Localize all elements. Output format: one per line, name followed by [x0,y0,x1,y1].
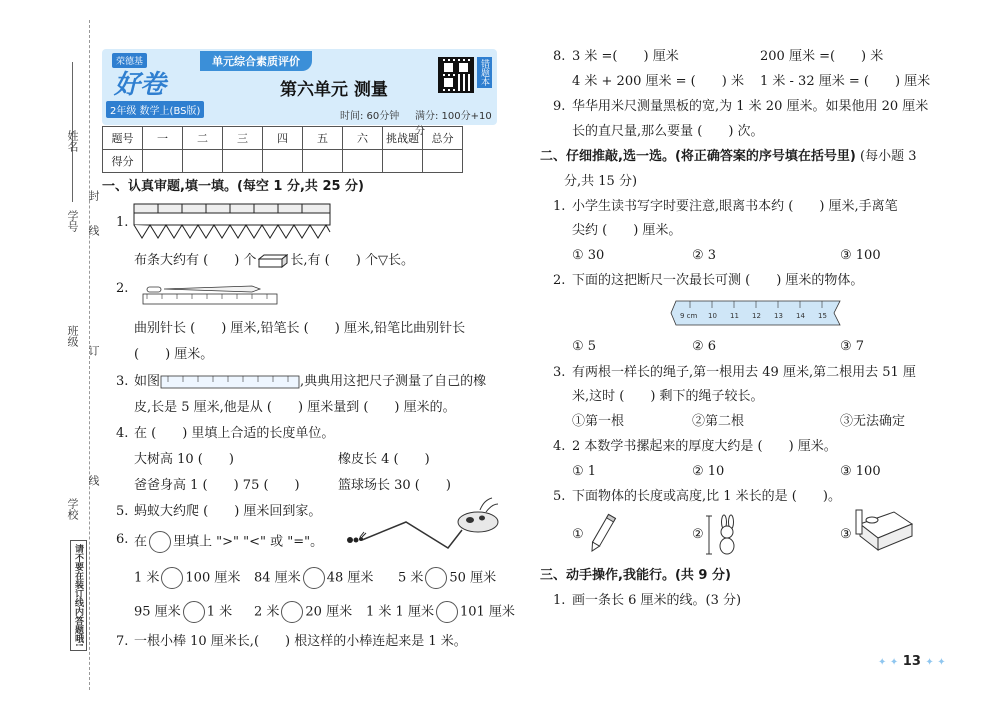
score-cell[interactable] [423,150,463,173]
question-number: 4. [116,426,129,441]
binding-margin [0,0,100,711]
page-number-value: 13 [902,654,921,669]
section-2-note: 分,共 15 分) [564,174,638,189]
table-cell: 总分 [423,127,463,150]
ant-path-figure [340,496,500,556]
score-cell[interactable] [263,150,303,173]
question-number: 9. [553,99,566,114]
qr-code-icon [438,57,474,93]
class-label: 班级 [66,325,79,347]
option[interactable]: ① 30 [572,248,605,263]
ruler-label: 9 cm [680,312,698,320]
section-2-title: 二、仔细推敲,选一选。(将正确答案的序号填在括号里) [540,149,856,164]
question-number: 1. [553,199,566,214]
qr-tag: 错题本 [477,57,492,88]
cuboid-icon [258,254,288,268]
question-number: 3. [116,374,129,389]
q6-right: 50 厘米 [449,570,497,586]
table-cell: 三 [223,127,263,150]
q8-item: 1 米 - 32 厘米 = ( ) 厘米 [760,74,931,89]
compare-circle[interactable] [281,601,303,623]
question-number: 1. [553,593,566,608]
option[interactable]: ③ [840,527,852,542]
table-cell: 四 [263,127,303,150]
brand-small: 荣德基 [112,53,147,68]
s1-line1: 小学生读书写字时要注意,眼离书本约 ( ) 厘米,手离笔 [572,199,898,214]
s5-text: 下面物体的长度或高度,比 1 米长的是 ( )。 [572,489,841,504]
option[interactable]: ① 5 [572,339,597,354]
q6-left: 95 厘米 [134,604,181,620]
option[interactable]: ② 10 [692,464,725,479]
brand-logo: 好卷 [114,70,167,100]
option[interactable]: ② 3 [692,248,717,263]
q8-item: 200 厘米 =( ) 米 [760,49,884,64]
score-table-score-row [103,150,463,173]
bed-icon [854,504,916,558]
question-number: 2. [553,273,566,288]
q6-left: 2 米 [254,604,280,620]
q4-item: 爸爸身高 1 ( ) 75 ( ) [134,478,300,493]
score-cell[interactable] [223,150,263,173]
q4-item: 篮球场长 30 ( ) [338,478,451,493]
star-icon: ✦ ✦ [925,657,946,668]
compare-circle[interactable] [149,531,171,553]
full-score-label: 满分: 100分+10分 [415,111,492,137]
question-number: 6. [116,532,129,547]
q6-left: 1 米 [134,570,160,586]
score-table [102,126,463,173]
option[interactable]: ②第二根 [692,414,745,429]
option[interactable]: ③ 100 [840,248,881,263]
question-number: 1. [116,215,129,230]
q6-left: 84 厘米 [254,570,301,586]
compare-circle[interactable] [303,567,325,589]
ant-icon [347,532,366,543]
anthill-icon [458,498,498,532]
time-label: 时间: 60分钟 [340,111,400,122]
q8-item: 3 米 =( ) 厘米 [572,49,679,64]
compare-circle[interactable] [425,567,447,589]
q8-item: 4 米 + 200 厘米 = ( ) 米 [572,74,744,89]
q6-item [134,601,232,623]
q2-line2: ( ) 厘米。 [134,347,214,362]
question-number: 7. [116,634,129,649]
ruler-label: 10 [708,312,717,320]
q6-right: 1 米 [206,604,233,620]
s3-line1: 有两根一样长的绳子,第一根用去 49 厘米,第二根用去 51 厘 [572,365,916,380]
q6-right: 48 厘米 [326,570,374,586]
table-cell: 得分 [103,150,143,173]
q1-text-a: 布条大约有 ( ) 个 [134,253,257,268]
option[interactable]: ③无法确定 [840,414,906,429]
table-cell: 一 [143,127,183,150]
option[interactable]: ② 6 [692,339,717,354]
score-cell[interactable] [183,150,223,173]
question-number: 4. [553,439,566,454]
q6-left: 1 米 1 厘米 [366,604,434,620]
q6-right: 100 厘米 [185,570,241,586]
pencil-icon [588,510,618,554]
ruler-label: 14 [796,312,805,320]
grade-label: 2年级 数学上(BS版) [106,101,204,118]
seal-line-note: 请不要在装订线内答题哦! [70,540,87,651]
q5-text: 蚂蚁大约爬 ( ) 厘米回到家。 [134,504,322,519]
q4-text: 在 ( ) 里填上合适的长度单位。 [134,426,335,441]
question-number: 3. [553,365,566,380]
school-label: 学校 [66,498,79,520]
ruler-label: 12 [752,312,761,320]
broken-ruler-figure [670,299,845,327]
q6-post: 里填上 ">" "<" 或 "="。 [173,534,324,550]
option[interactable]: ③ 100 [840,464,881,479]
s4-text: 2 本数学书摞起来的厚度大约是 ( ) 厘米。 [572,439,837,454]
ruler-label: 11 [730,312,739,320]
q2-line1: 曲别针长 ( ) 厘米,铅笔长 ( ) 厘米,铅笔比曲别针长 [134,321,466,336]
student-id-label: 学号 [66,210,79,232]
q4-item: 大树高 10 ( ) [134,452,234,467]
table-cell: 五 [303,127,343,150]
q1-text-b: 长,有 ( ) 个▽长。 [290,253,414,268]
seal-char: 线 [87,225,100,236]
q6-item [366,601,515,623]
q6-left: 5 米 [398,570,424,586]
option[interactable]: ③ 7 [840,339,865,354]
ruler-icon [160,375,300,389]
ruler-label: 13 [774,312,783,320]
option[interactable]: ①第一根 [572,414,625,429]
q6-right: 20 厘米 [305,604,353,620]
q9-line2: 长的直尺量,那么要量 ( ) 次。 [572,124,764,139]
q6-item [134,567,240,589]
question-number: 8. [553,49,566,64]
q7-text: 一根小棒 10 厘米长,( ) 根这样的小棒连起来是 1 米。 [134,634,467,649]
seal-char: 线 [87,475,100,486]
q3-post: ,典典用这把尺子测量了自己的橡 [300,374,487,389]
unit-title: 第六单元 测量 [280,80,388,100]
q6-text [134,531,323,553]
ruler-pencil-clip-figure [142,282,278,306]
question-number: 5. [553,489,566,504]
q6-item [398,567,496,589]
header-panel [102,49,497,137]
cloth-strip-figure [132,202,332,242]
q6-item [254,601,352,623]
section-2-note: (每小题 3 [860,149,917,164]
s3-line2: 米,这时 ( ) 剩下的绳子较长。 [572,389,764,404]
section-3-title: 三、动手操作,我能行。(共 9 分) [540,568,731,583]
compare-circle[interactable] [183,601,205,623]
s2-text: 下面的这把断尺一次最长可测 ( ) 厘米的物体。 [572,273,864,288]
s1-line2: 尖约 ( ) 厘米。 [572,223,682,238]
table-cell: 挑战题 [383,127,423,150]
q6-item [254,567,373,589]
compare-circle[interactable] [161,567,183,589]
q3-line2: 皮,长是 5 厘米,他是从 ( ) 厘米量到 ( ) 厘米的。 [134,400,456,415]
q6-pre: 在 [134,534,148,550]
section-1-title: 一、认真审题,填一填。(每空 1 分,共 25 分) [102,179,364,194]
q4-item: 橡皮长 4 ( ) [338,452,430,467]
banner-title: 单元综合素质评价 [200,51,312,71]
star-icon: ✦ ✦ [878,657,899,668]
q9-line1: 华华用米尺测量黑板的宽,为 1 米 20 厘米。如果他用 20 厘米 [572,99,929,114]
t1-text: 画一条长 6 厘米的线。(3 分) [572,593,742,608]
score-cell[interactable] [303,150,343,173]
score-cell[interactable] [383,150,423,173]
score-table-header-row [103,127,463,150]
q6-right: 101 厘米 [459,604,515,620]
question-number: 2. [116,281,129,296]
q3-line1 [134,373,486,391]
rabbit-icon [706,514,740,556]
question-text [134,252,414,270]
score-cell[interactable] [143,150,183,173]
ruler-label: 15 [818,312,827,320]
question-number: 5. [116,504,129,519]
option[interactable]: ① 1 [572,464,597,479]
page-number [878,654,946,669]
table-cell: 题号 [103,127,143,150]
table-cell: 二 [183,127,223,150]
name-label: 姓名 [66,130,79,152]
option[interactable]: ① [572,527,584,542]
seal-char: 封 [87,190,100,201]
table-cell: 六 [343,127,383,150]
option[interactable]: ② [692,527,704,542]
compare-circle[interactable] [436,601,458,623]
score-cell[interactable] [343,150,383,173]
seal-char: 订 [87,345,100,356]
q3-pre: 如图 [134,374,161,389]
